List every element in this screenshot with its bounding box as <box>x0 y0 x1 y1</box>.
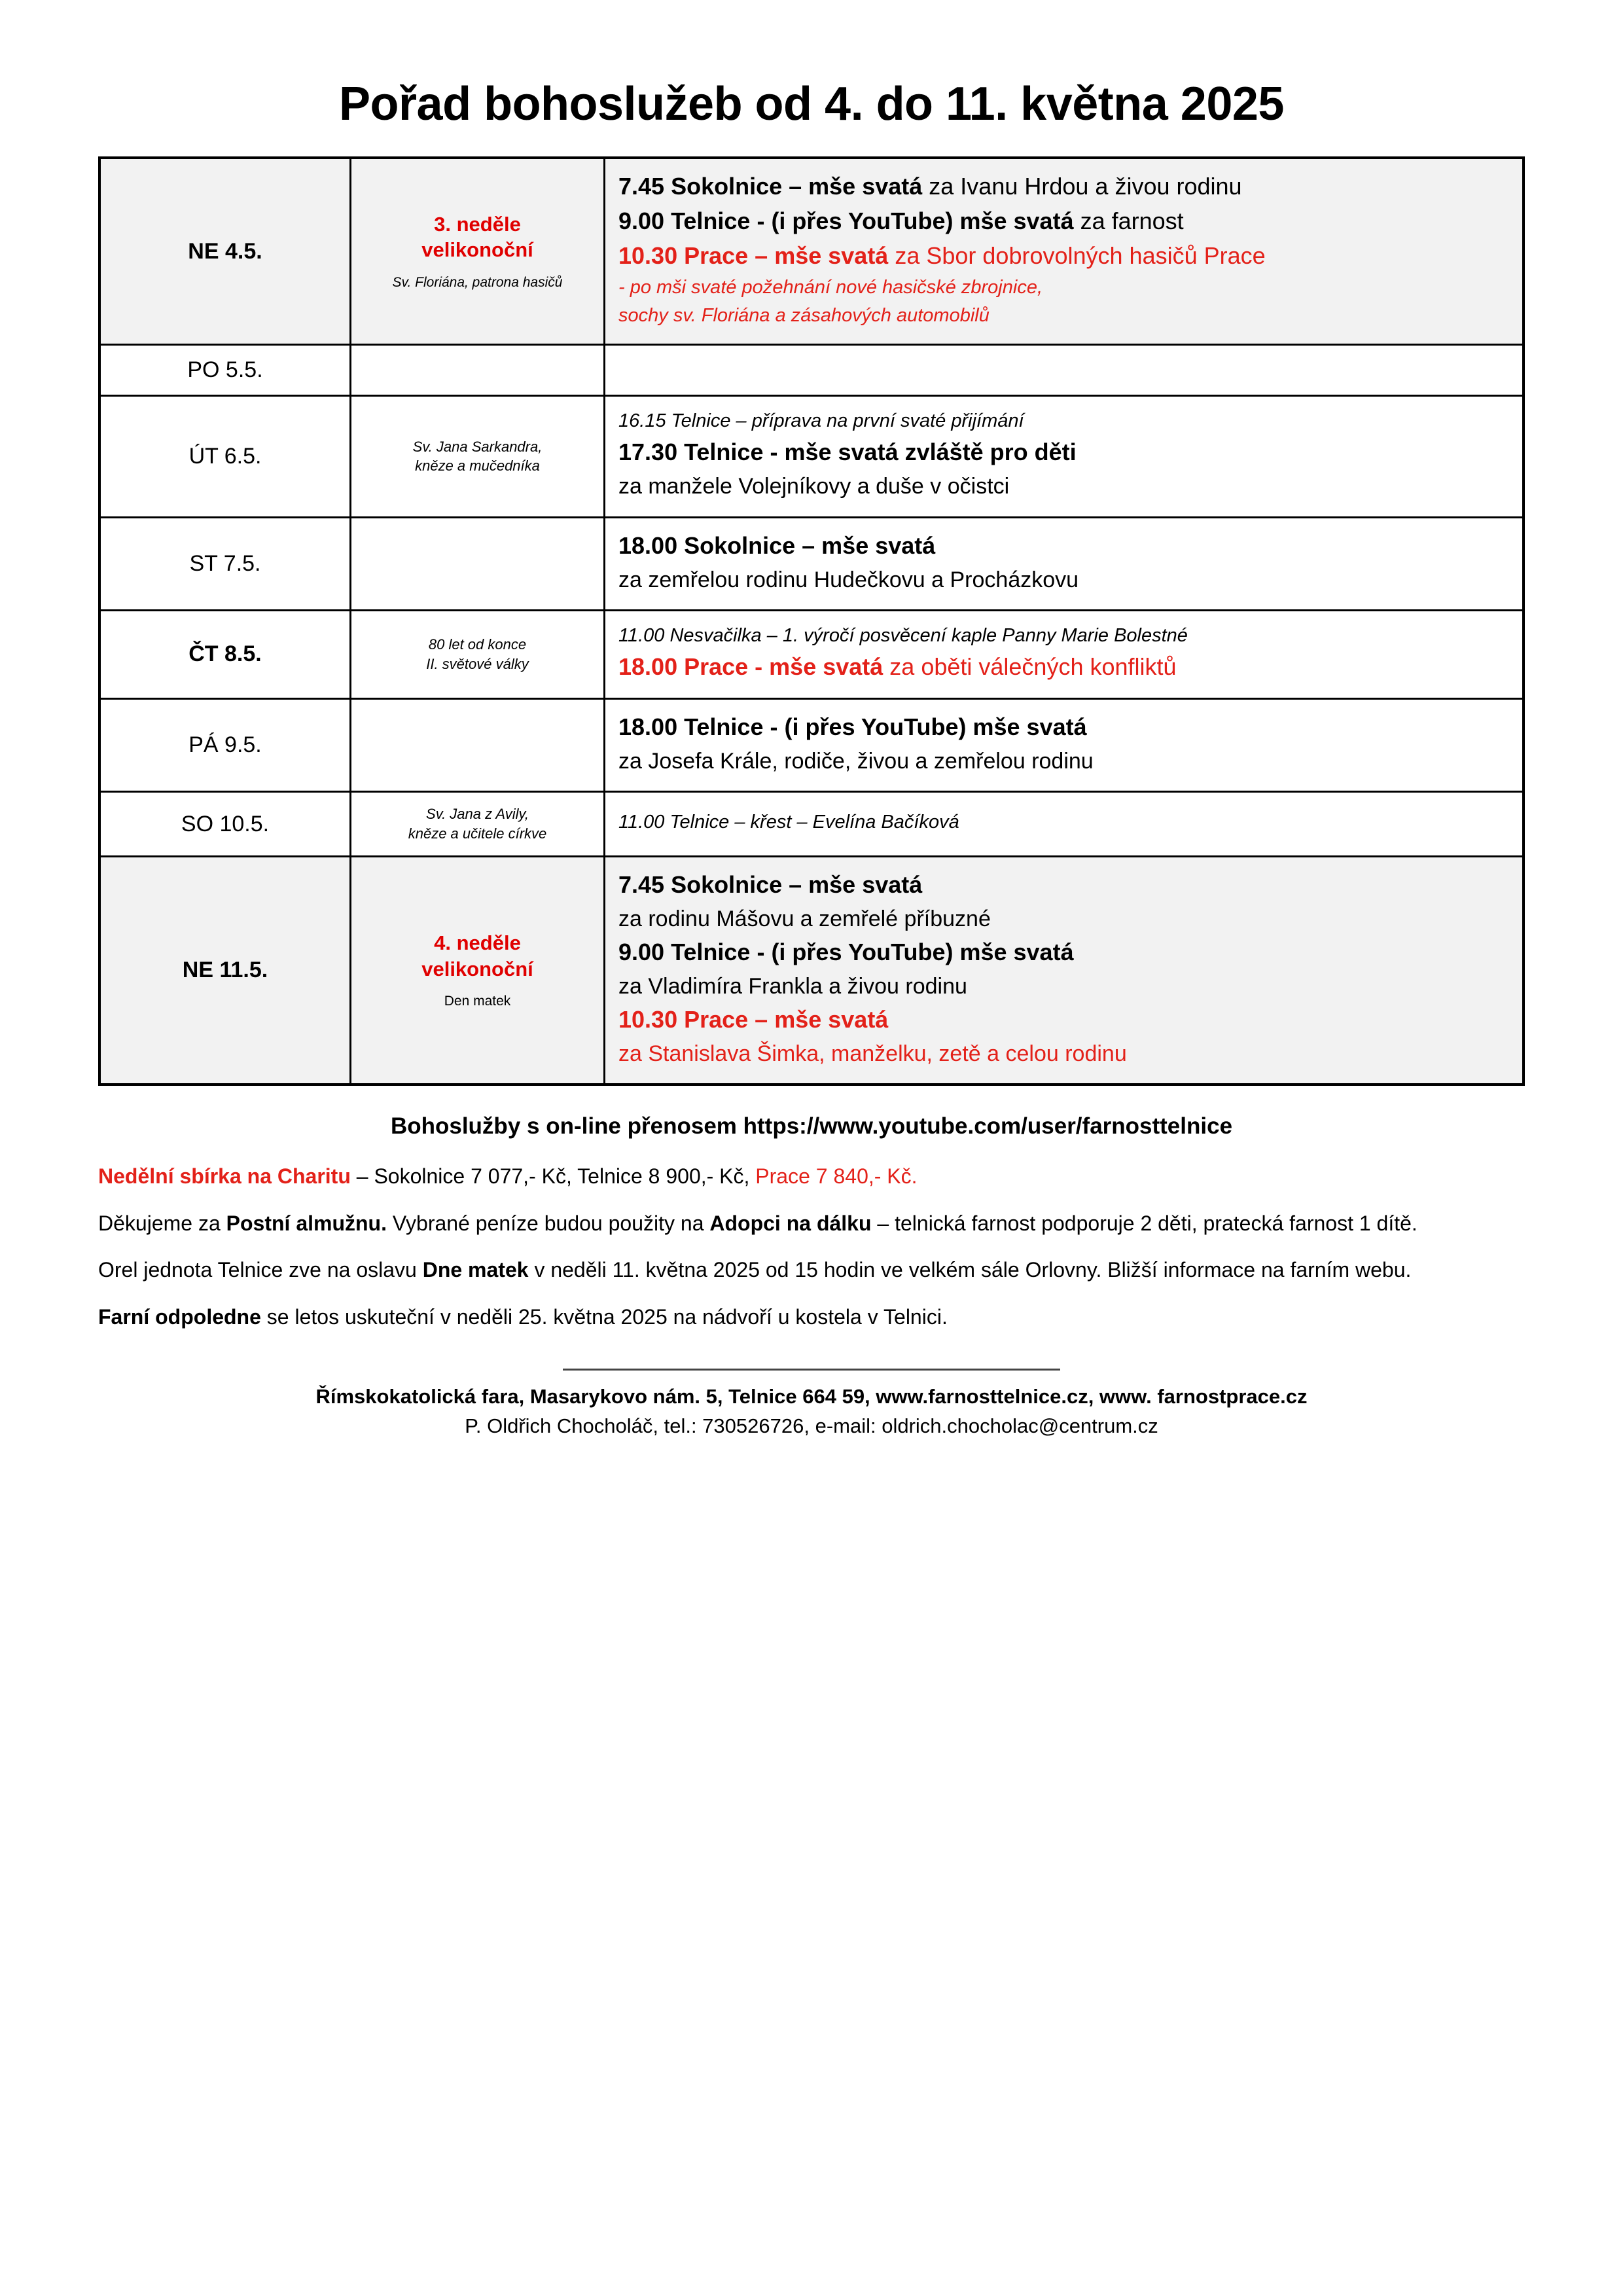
alms-text-3: – telnická farnost podporuje 2 děti, pratecká farnost 1 dítě. <box>871 1211 1418 1235</box>
note-cell <box>351 699 605 792</box>
table-row <box>99 699 1524 792</box>
footer-address: Římskokatolická fara, Masarykovo nám. 5, Telnice 664 59, www.farnosttelnice.cz, www. farnostprace.cz <box>315 1385 1308 1408</box>
service-intention: za Josefa Krále, rodiče, živou a zemřelou rodinu <box>618 749 1094 774</box>
service-note: 16.15 Telnice – příprava na první svaté přijímání <box>618 410 1024 431</box>
orel-bold: Dne matek <box>422 1258 529 1282</box>
day-cell: NE 11.5. <box>99 856 351 1085</box>
table-row <box>99 158 1524 344</box>
alms-paragraph <box>98 1209 1525 1238</box>
service-time-place: 7.45 Sokolnice – mše svatá <box>618 173 923 200</box>
note-cell <box>351 610 605 698</box>
service-time-place: 10.30 Prace – mše svatá <box>618 242 889 270</box>
service-intention: za Stanislava Šimka, manželku, zetě a celou rodinu <box>618 1041 1127 1067</box>
day-cell: SO 10.5. <box>99 792 351 856</box>
collection-paragraph <box>98 1162 1525 1191</box>
services-cell <box>605 610 1524 698</box>
note-cell <box>351 856 605 1085</box>
collection-label: Nedělní sbírka na Charitu <box>98 1164 351 1189</box>
note-anniversary: 80 let od konce II. světové války <box>426 636 529 672</box>
day-cell: NE 4.5. <box>99 158 351 344</box>
day-cell: PÁ 9.5. <box>99 699 351 792</box>
day-cell: ÚT 6.5. <box>99 395 351 517</box>
services-cell <box>605 792 1524 856</box>
service-intention: za Vladimíra Frankla a živou rodinu <box>618 973 967 999</box>
note-cell <box>351 344 605 395</box>
table-row <box>99 856 1524 1085</box>
note-cell <box>351 792 605 856</box>
service-line: 18.00 Sokolnice – mše svatá <box>618 531 936 559</box>
services-cell <box>605 395 1524 517</box>
note-cell <box>351 517 605 610</box>
day-cell <box>99 610 351 698</box>
service-note: sochy sv. Floriána a zásahových automobilů <box>618 305 990 327</box>
service-line <box>618 240 1509 272</box>
service-intention: za rodinu Mášovu a zemřelé příbuzné <box>618 906 991 931</box>
orel-text-2: v neděli 11. května 2025 od 15 hodin ve velkém sále Orlovny. Bližší informace na farním webu. <box>528 1258 1412 1282</box>
services-cell <box>605 344 1524 395</box>
note-occasion: Den matek <box>444 994 511 1009</box>
services-cell <box>605 158 1524 344</box>
service-line: 17.30 Telnice - mše svatá zvláště pro děti <box>618 439 1077 466</box>
service-intention: za farnost <box>1073 207 1184 235</box>
service-note: 11.00 Telnice – křest – Evelína Bačíková <box>618 812 959 833</box>
note-saint: Sv. Jana Sarkandra, kněze a mučedníka <box>412 438 543 475</box>
table-row <box>99 344 1524 395</box>
services-cell <box>605 856 1524 1085</box>
note-cell <box>351 395 605 517</box>
table-row <box>99 610 1524 698</box>
services-cell <box>605 699 1524 792</box>
collection-amounts: – Sokolnice 7 077,- Kč, Telnice 8 900,- Kč, <box>350 1164 756 1189</box>
service-intention: za manžele Volejníkovy a duše v očistci <box>618 474 1010 499</box>
table-row <box>99 517 1524 610</box>
note-feast: 3. neděle velikonoční <box>421 212 533 262</box>
footer-contact: P. Oldřich Chocholáč, tel.: 730526726, e-mail: oldrich.chocholac@centrum.cz <box>465 1414 1158 1437</box>
service-note: 11.00 Nesvačilka – 1. výročí posvěcení kaple Panny Marie Bolestné <box>618 624 1188 646</box>
note-feast: 4. neděle velikonoční <box>421 931 533 980</box>
service-intention: za Ivanu Hrdou a živou rodinu <box>922 173 1242 200</box>
farni-odpoledne-paragraph <box>98 1302 1525 1332</box>
collection-prace-amount: Prace 7 840,- Kč. <box>755 1164 918 1189</box>
day-cell: PO 5.5. <box>99 344 351 395</box>
service-time-place: 18.00 Prace - mše svatá <box>618 653 883 681</box>
service-intention: za oběti válečných konfliktů <box>883 653 1177 681</box>
service-line: 18.00 Telnice - (i přes YouTube) mše svatá <box>618 713 1087 741</box>
service-line <box>618 651 1509 683</box>
alms-text-1: Děkujeme za <box>98 1211 226 1235</box>
service-line <box>618 171 1509 203</box>
alms-text-2: Vybrané peníze budou použity na <box>386 1211 710 1235</box>
table-row <box>99 395 1524 517</box>
note-saint: Sv. Floriána, patrona hasičů <box>392 275 563 291</box>
service-intention: za Sbor dobrovolných hasičů Prace <box>888 242 1266 270</box>
service-line: 9.00 Telnice - (i přes YouTube) mše svatá <box>618 938 1074 965</box>
page-title: Pořad bohoslužeb od 4. do 11. května 2025 <box>339 78 1284 130</box>
farni-bold: Farní odpoledne <box>98 1304 261 1329</box>
day-label: ČT 8.5. <box>188 641 262 667</box>
services-cell <box>605 517 1524 610</box>
service-line <box>618 206 1509 238</box>
service-time-place: 9.00 Telnice - (i přes YouTube) mše svatá <box>618 207 1074 235</box>
alms-bold-2: Adopci na dálku <box>709 1211 872 1235</box>
youtube-stream-note: Bohoslužby s on-line přenosem https://www.youtube.com/user/farnosttelnice <box>390 1113 1233 1139</box>
note-cell <box>351 158 605 344</box>
farni-rest: se letos uskuteční v neděli 25. května 2025 na nádvoří u kostela v Telnici. <box>260 1304 948 1329</box>
alms-bold-1: Postní almužnu. <box>226 1211 387 1235</box>
day-cell: ST 7.5. <box>99 517 351 610</box>
mass-schedule-table <box>98 156 1525 1086</box>
table-row <box>99 792 1524 856</box>
service-intention: za zemřelou rodinu Hudečkovu a Procházkovu <box>618 567 1079 592</box>
service-line: 7.45 Sokolnice – mše svatá <box>618 870 923 898</box>
orel-text-1: Orel jednota Telnice zve na oslavu <box>98 1258 423 1282</box>
orel-paragraph <box>98 1255 1525 1285</box>
note-saint: Sv. Jana z Avily, kněze a učitele církve <box>408 806 547 842</box>
service-note: - po mši svaté požehnání nové hasičské zbrojnice, <box>618 277 1043 298</box>
service-line: 10.30 Prace – mše svatá <box>618 1006 889 1033</box>
footer-divider <box>563 1369 1060 1371</box>
